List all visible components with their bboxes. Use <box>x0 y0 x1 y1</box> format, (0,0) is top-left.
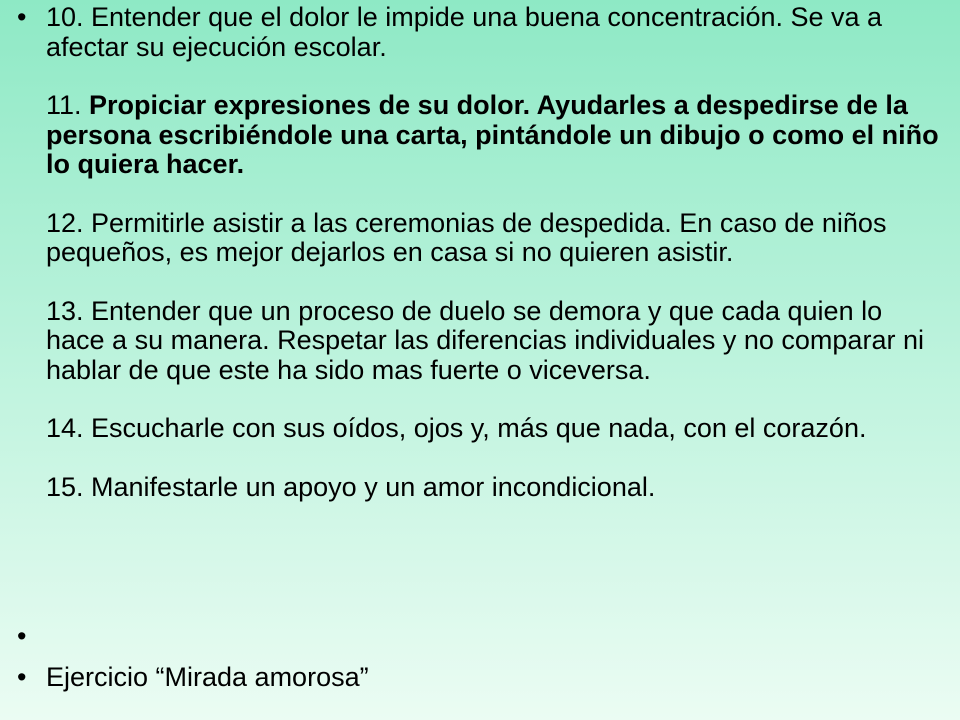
bullet-icon: • <box>17 621 27 651</box>
paragraph-15: 15. Manifestarle un apoyo y un amor incondicional. <box>46 471 656 502</box>
paragraph-11-text: Propiciar expresiones de su dolor. Ayudarles a despedirse de la persona escribiéndole una carta, pintándole un dibujo o como el niño lo quiera hacer. <box>46 90 939 179</box>
paragraph-11 <box>46 91 940 180</box>
exercise-title: Ejercicio “Mirada amorosa” <box>46 662 369 692</box>
bullet-icon: • <box>17 2 27 32</box>
paragraph-11-number: 11. <box>46 90 90 120</box>
paragraph-14: 14. Escucharle con sus oídos, ojos y, más que nada, con el corazón. <box>46 413 867 443</box>
paragraph-13: 13. Entender que un proceso de duelo se demora y que cada quien lo hace a su manera. Respetar las diferencias individuales y no comparar ni hablar de que este ha sido mas fuerte o viceversa. <box>46 295 924 385</box>
bullet-item-recommendations <box>0 3 960 502</box>
bullet-item-exercise <box>0 663 960 693</box>
bullet-icon: • <box>17 662 27 692</box>
paragraph-10: 10. Entender que el dolor le impide una buena concentración. Se va a afectar su ejecución escolar. <box>46 2 883 62</box>
paragraph-12: 12. Permitirle asistir a las ceremonias de despedida. En caso de niños pequeños, es mejor dejarlos en casa si no quieren asistir. <box>46 207 887 267</box>
bullet-item-empty <box>0 622 960 652</box>
